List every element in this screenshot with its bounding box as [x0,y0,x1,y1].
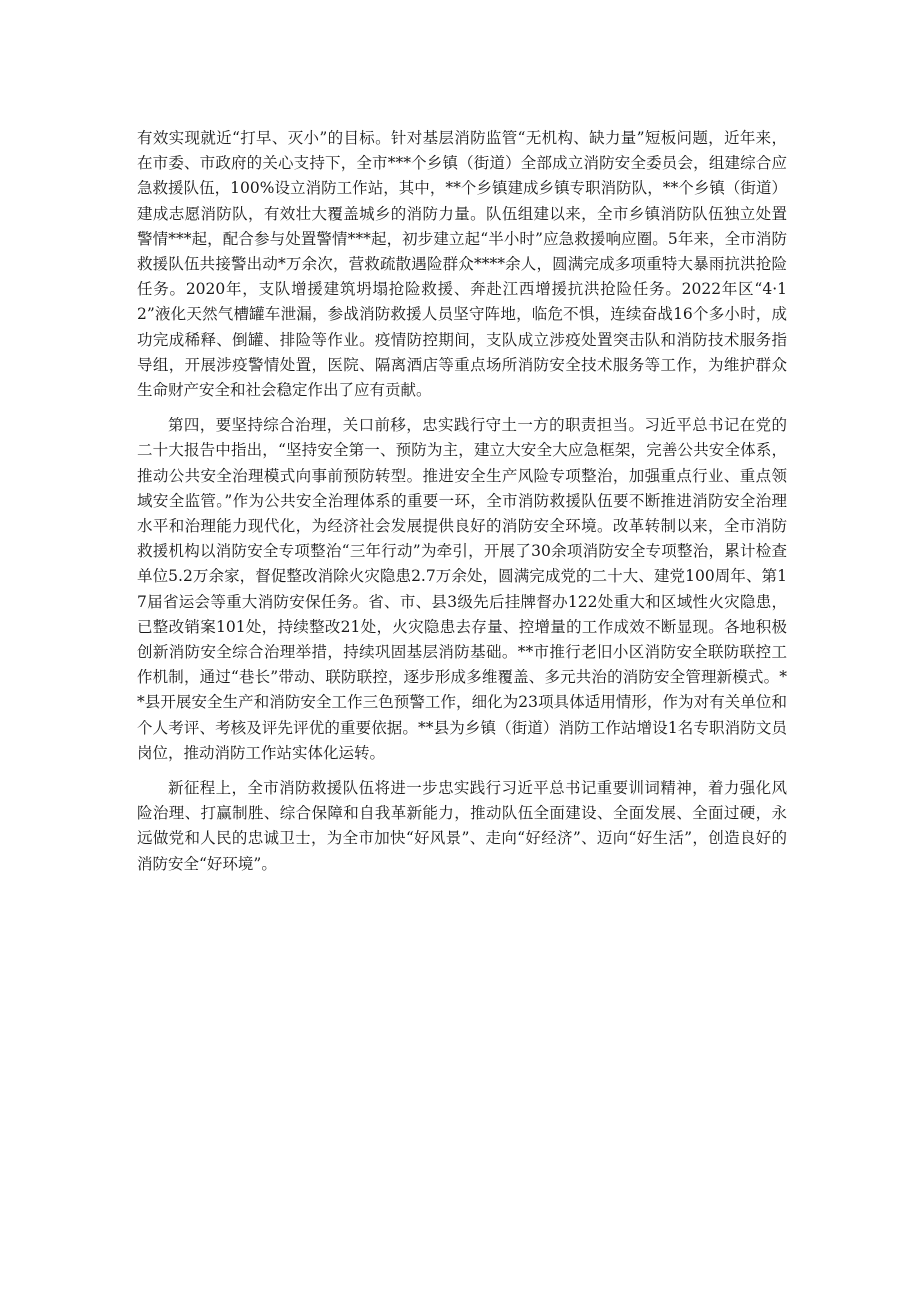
document-body [137,126,787,887]
paragraph-1: 有效实现就近“打早、灭小”的目标。针对基层消防监管“无机构、缺力量”短板问题，近年来，在市委、市政府的关心支持下，全市***个乡镇（街道）全部成立消防安全委员会，组建综合应急救援队伍，100%设立消防工作站，其中，**个乡镇建成乡镇专职消防队，**个乡镇（街道）建成志愿消防队，有效壮大覆盖城乡的消防力量。队伍组建以来，全市乡镇消防队伍独立处置警情***起，配合参与处置警情***起，初步建立起“半小时”应急救援响应圈。5年来，全市消防救援队伍共接警出动*万余次，营救疏散遇险群众****余人，圆满完成多项重特大暴雨抗洪抢险任务。2020年，支队增援建筑坍塌抢险救援、奔赴江西增援抗洪抢险任务。2022年区“4·12”液化天然气槽罐车泄漏，参战消防救援人员坚守阵地，临危不惧，连续奋战16个多小时，成功完成稀释、倒罐、排险等作业。疫情防控期间，支队成立涉疫处置突击队和消防技术服务指导组，开展涉疫警情处置，医院、隔离酒店等重点场所消防安全技术服务等工作，为维护群众生命财产安全和社会稳定作出了应有贡献。 [137,129,787,400]
paragraph-2: 第四，要坚持综合治理，关口前移，忠实践行守土一方的职责担当。习近平总书记在党的二十大报告中指出，“坚持安全第一、预防为主，建立大安全大应急框架，完善公共安全体系，推动公共安全治理模式向事前预防转型。推进安全生产风险专项整治，加强重点行业、重点领域安全监管。”作为公共安全治理体系的重要一环，全市消防救援队伍要不断推进消防安全治理水平和治理能力现代化，为经济社会发展提供良好的消防安全环境。改革转制以来，全市消防救援机构以消防安全专项整治“三年行动”为牵引，开展了30余项消防安全专项整治，累计检查单位5.2万余家，督促整改消除火灾隐患2.7万余处，圆满完成党的二十大、建党100周年、第17届省运会等重大消防安保任务。省、市、县3级先后挂牌督办122处重大和区域性火灾隐患，已整改销案101处，持续整改21处，火灾隐患去存量、控增量的工作成效不断显现。各地积极创新消防安全综合治理举措，持续巩固基层消防基础。**市推行老旧小区消防安全联防联控工作机制，通过“巷长”带动、联防联控，逐步形成多维覆盖、多元共治的消防安全管理新模式。**县开展安全生产和消防安全工作三色预警工作，细化为23项具体适用情形，作为对有关单位和个人考评、考核及评先评优的重要依据。**县为乡镇（街道）消防工作站增设1名专职消防文员岗位，推动消防工作站实体化运转。 [137,416,787,762]
paragraph-3: 新征程上，全市消防救援队伍将进一步忠实践行习近平总书记重要训词精神，着力强化风险治理、打赢制胜、综合保障和自我革新能力，推动队伍全面建设、全面发展、全面过硬，永远做党和人民的忠诚卫士，为全市加快“好风景”、走向“好经济”、迈向“好生活”，创造良好的消防安全“好环境”。 [137,779,787,873]
